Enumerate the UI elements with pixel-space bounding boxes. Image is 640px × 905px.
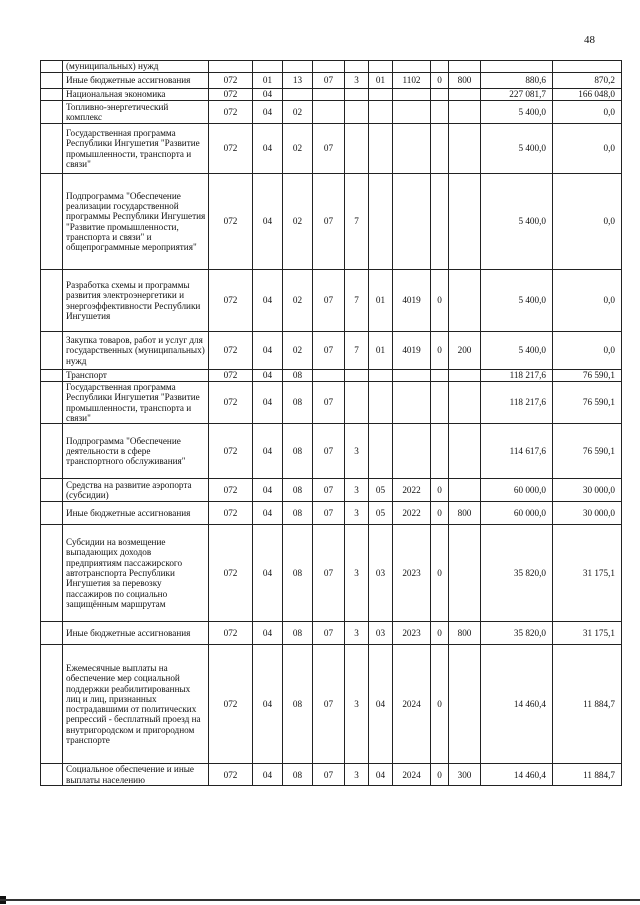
amount-cell: 14 460,4 <box>481 645 553 764</box>
code-cell: 2023 <box>393 622 431 645</box>
amount-cell <box>481 61 553 73</box>
code-cell: 07 <box>313 525 345 622</box>
code-cell: 07 <box>313 645 345 764</box>
code-cell: 2022 <box>393 479 431 502</box>
code-cell: 072 <box>209 502 253 525</box>
code-cell: 04 <box>253 645 283 764</box>
code-cell <box>283 89 313 101</box>
code-cell: 04 <box>253 101 283 124</box>
row-name: Государственная программа Республики Ингушетия "Развитие промышленности, транспорта и связи" <box>63 382 209 424</box>
code-cell <box>313 370 345 382</box>
code-cell: 800 <box>449 73 481 89</box>
code-cell: 0 <box>431 73 449 89</box>
row-name: Подпрограмма "Обеспечение реализации государственной программы Республики Ингушетия "Развитие промышленности, транспорта и связи" и общепрограммные мероприятия" <box>63 174 209 270</box>
code-cell <box>313 89 345 101</box>
row-marker-cell <box>41 525 63 622</box>
code-cell: 04 <box>253 382 283 424</box>
row-marker-cell <box>41 382 63 424</box>
row-name: Социальное обеспечение и иные выплаты населению <box>63 764 209 786</box>
code-cell: 08 <box>283 622 313 645</box>
code-cell: 07 <box>313 502 345 525</box>
code-cell: 7 <box>345 174 369 270</box>
row-marker-cell <box>41 479 63 502</box>
code-cell: 07 <box>313 424 345 479</box>
table-row <box>41 89 622 101</box>
row-name: Государственная программа Республики Ингушетия "Развитие промышленности, транспорта и связи" <box>63 124 209 174</box>
code-cell <box>431 124 449 174</box>
code-cell <box>449 89 481 101</box>
code-cell: 0 <box>431 502 449 525</box>
code-cell: 02 <box>283 174 313 270</box>
row-name: Иные бюджетные ассигнования <box>63 502 209 525</box>
amount-cell: 35 820,0 <box>481 622 553 645</box>
code-cell: 072 <box>209 370 253 382</box>
code-cell: 3 <box>345 73 369 89</box>
code-cell <box>449 645 481 764</box>
amount-cell: 30 000,0 <box>553 479 622 502</box>
code-cell <box>313 101 345 124</box>
amount-cell: 114 617,6 <box>481 424 553 479</box>
table-row <box>41 370 622 382</box>
code-cell: 04 <box>253 370 283 382</box>
code-cell <box>209 61 253 73</box>
code-cell: 3 <box>345 525 369 622</box>
code-cell: 2024 <box>393 645 431 764</box>
code-cell <box>449 424 481 479</box>
amount-cell: 60 000,0 <box>481 479 553 502</box>
code-cell <box>369 124 393 174</box>
table-row <box>41 424 622 479</box>
code-cell: 01 <box>369 332 393 370</box>
code-cell: 08 <box>283 370 313 382</box>
code-cell <box>345 89 369 101</box>
code-cell: 072 <box>209 424 253 479</box>
code-cell: 02 <box>283 332 313 370</box>
code-cell <box>253 61 283 73</box>
row-marker-cell <box>41 61 63 73</box>
code-cell: 1102 <box>393 73 431 89</box>
row-marker-cell <box>41 424 63 479</box>
code-cell: 3 <box>345 479 369 502</box>
code-cell: 04 <box>253 502 283 525</box>
code-cell: 04 <box>253 124 283 174</box>
code-cell: 2023 <box>393 525 431 622</box>
row-name: Субсидии на возмещение выпадающих доходов предприятиям пассажирского автотранспорта Республики Ингушетия за перевозку пассажиров по социально защищённым маршрутам <box>63 525 209 622</box>
code-cell: 072 <box>209 622 253 645</box>
row-name: Топливно-энергетический комплекс <box>63 101 209 124</box>
amount-cell: 5 400,0 <box>481 332 553 370</box>
row-marker-cell <box>41 370 63 382</box>
code-cell: 072 <box>209 174 253 270</box>
code-cell: 05 <box>369 479 393 502</box>
code-cell <box>393 101 431 124</box>
table-row <box>41 502 622 525</box>
code-cell <box>431 382 449 424</box>
table-row <box>41 174 622 270</box>
code-cell: 072 <box>209 764 253 786</box>
amount-cell: 76 590,1 <box>553 370 622 382</box>
code-cell: 07 <box>313 382 345 424</box>
amount-cell: 0,0 <box>553 270 622 332</box>
code-cell: 07 <box>313 73 345 89</box>
code-cell: 04 <box>369 645 393 764</box>
row-marker-cell <box>41 101 63 124</box>
code-cell <box>369 101 393 124</box>
code-cell: 7 <box>345 332 369 370</box>
row-name: Средства на развитие аэропорта (субсидии) <box>63 479 209 502</box>
code-cell <box>369 382 393 424</box>
code-cell <box>449 479 481 502</box>
code-cell <box>313 61 345 73</box>
code-cell: 072 <box>209 382 253 424</box>
code-cell: 0 <box>431 645 449 764</box>
row-name: Транспорт <box>63 370 209 382</box>
code-cell <box>393 424 431 479</box>
amount-cell: 31 175,1 <box>553 622 622 645</box>
table-row <box>41 525 622 622</box>
amount-cell: 76 590,1 <box>553 424 622 479</box>
code-cell: 3 <box>345 502 369 525</box>
code-cell: 08 <box>283 479 313 502</box>
code-cell: 072 <box>209 124 253 174</box>
code-cell: 02 <box>283 270 313 332</box>
code-cell: 04 <box>253 270 283 332</box>
row-marker-cell <box>41 502 63 525</box>
row-name: Иные бюджетные ассигнования <box>63 73 209 89</box>
code-cell: 072 <box>209 479 253 502</box>
row-marker-cell <box>41 764 63 786</box>
amount-cell: 166 048,0 <box>553 89 622 101</box>
code-cell: 04 <box>253 479 283 502</box>
code-cell: 3 <box>345 764 369 786</box>
code-cell: 04 <box>253 424 283 479</box>
code-cell <box>393 382 431 424</box>
code-cell <box>449 124 481 174</box>
amount-cell: 35 820,0 <box>481 525 553 622</box>
code-cell <box>369 370 393 382</box>
code-cell: 04 <box>253 332 283 370</box>
amount-cell <box>553 61 622 73</box>
code-cell: 08 <box>283 382 313 424</box>
code-cell: 0 <box>431 622 449 645</box>
amount-cell: 0,0 <box>553 101 622 124</box>
table-row <box>41 73 622 89</box>
code-cell: 03 <box>369 525 393 622</box>
code-cell: 07 <box>313 270 345 332</box>
code-cell: 072 <box>209 101 253 124</box>
row-name: Национальная экономика <box>63 89 209 101</box>
code-cell: 2022 <box>393 502 431 525</box>
code-cell: 07 <box>313 332 345 370</box>
code-cell: 072 <box>209 73 253 89</box>
code-cell: 072 <box>209 525 253 622</box>
code-cell: 01 <box>253 73 283 89</box>
code-cell: 08 <box>283 645 313 764</box>
code-cell <box>431 174 449 270</box>
table-row <box>41 479 622 502</box>
code-cell: 4019 <box>393 332 431 370</box>
code-cell: 0 <box>431 270 449 332</box>
code-cell: 04 <box>253 622 283 645</box>
amount-cell: 5 400,0 <box>481 124 553 174</box>
row-name: Разработка схемы и программы развития электроэнергетики и энергоэффективности Республики Ингушетия <box>63 270 209 332</box>
table-row <box>41 645 622 764</box>
code-cell: 07 <box>313 764 345 786</box>
budget-table <box>40 60 622 786</box>
amount-cell: 0,0 <box>553 174 622 270</box>
code-cell <box>345 370 369 382</box>
code-cell: 072 <box>209 332 253 370</box>
table-row <box>41 101 622 124</box>
code-cell: 3 <box>345 424 369 479</box>
code-cell: 200 <box>449 332 481 370</box>
amount-cell: 76 590,1 <box>553 382 622 424</box>
table-row <box>41 622 622 645</box>
row-marker-cell <box>41 270 63 332</box>
code-cell: 800 <box>449 622 481 645</box>
code-cell <box>431 89 449 101</box>
code-cell: 072 <box>209 645 253 764</box>
code-cell: 08 <box>283 502 313 525</box>
code-cell: 02 <box>283 101 313 124</box>
row-name: (муниципальных) нужд <box>63 61 209 73</box>
amount-cell: 0,0 <box>553 332 622 370</box>
code-cell: 02 <box>283 124 313 174</box>
amount-cell: 11 884,7 <box>553 645 622 764</box>
amount-cell: 118 217,6 <box>481 382 553 424</box>
page-number: 48 <box>584 34 595 46</box>
row-marker-cell <box>41 73 63 89</box>
code-cell: 07 <box>313 124 345 174</box>
amount-cell: 880,6 <box>481 73 553 89</box>
code-cell: 072 <box>209 270 253 332</box>
code-cell <box>431 61 449 73</box>
table-row <box>41 124 622 174</box>
code-cell: 07 <box>313 174 345 270</box>
code-cell: 13 <box>283 73 313 89</box>
code-cell <box>449 382 481 424</box>
amount-cell: 870,2 <box>553 73 622 89</box>
row-marker-cell <box>41 89 63 101</box>
code-cell <box>431 424 449 479</box>
code-cell: 0 <box>431 332 449 370</box>
code-cell: 0 <box>431 525 449 622</box>
code-cell: 2024 <box>393 764 431 786</box>
table-row <box>41 382 622 424</box>
code-cell <box>369 61 393 73</box>
code-cell: 04 <box>253 89 283 101</box>
code-cell <box>393 124 431 174</box>
code-cell: 08 <box>283 764 313 786</box>
code-cell: 3 <box>345 645 369 764</box>
table-row <box>41 61 622 73</box>
row-marker-cell <box>41 622 63 645</box>
amount-cell: 5 400,0 <box>481 270 553 332</box>
code-cell <box>449 525 481 622</box>
code-cell <box>369 89 393 101</box>
code-cell <box>283 61 313 73</box>
amount-cell: 118 217,6 <box>481 370 553 382</box>
row-name: Иные бюджетные ассигнования <box>63 622 209 645</box>
scan-artifact-line <box>0 899 640 901</box>
table-row <box>41 270 622 332</box>
code-cell: 0 <box>431 764 449 786</box>
row-name: Закупка товаров, работ и услуг для государственных (муниципальных) нужд <box>63 332 209 370</box>
row-marker-cell <box>41 645 63 764</box>
code-cell: 04 <box>253 764 283 786</box>
code-cell <box>345 101 369 124</box>
code-cell <box>393 89 431 101</box>
code-cell: 01 <box>369 73 393 89</box>
code-cell: 04 <box>369 764 393 786</box>
row-marker-cell <box>41 174 63 270</box>
code-cell <box>345 61 369 73</box>
code-cell: 3 <box>345 622 369 645</box>
code-cell: 01 <box>369 270 393 332</box>
code-cell: 07 <box>313 622 345 645</box>
code-cell <box>393 61 431 73</box>
amount-cell: 31 175,1 <box>553 525 622 622</box>
code-cell: 072 <box>209 89 253 101</box>
code-cell: 08 <box>283 424 313 479</box>
code-cell <box>449 270 481 332</box>
code-cell: 7 <box>345 270 369 332</box>
code-cell <box>431 101 449 124</box>
code-cell <box>393 370 431 382</box>
code-cell <box>369 424 393 479</box>
code-cell: 300 <box>449 764 481 786</box>
amount-cell: 5 400,0 <box>481 101 553 124</box>
code-cell: 4019 <box>393 270 431 332</box>
table-row <box>41 332 622 370</box>
row-name: Подпрограмма "Обеспечение деятельности в сфере транспортного обслуживания" <box>63 424 209 479</box>
code-cell <box>449 370 481 382</box>
code-cell <box>393 174 431 270</box>
code-cell <box>431 370 449 382</box>
code-cell <box>449 101 481 124</box>
code-cell <box>449 61 481 73</box>
code-cell: 0 <box>431 479 449 502</box>
amount-cell: 11 884,7 <box>553 764 622 786</box>
code-cell: 04 <box>253 174 283 270</box>
code-cell <box>449 174 481 270</box>
code-cell <box>345 382 369 424</box>
code-cell: 800 <box>449 502 481 525</box>
amount-cell: 60 000,0 <box>481 502 553 525</box>
code-cell: 08 <box>283 525 313 622</box>
code-cell: 04 <box>253 525 283 622</box>
row-marker-cell <box>41 124 63 174</box>
code-cell: 07 <box>313 479 345 502</box>
row-name: Ежемесячные выплаты на обеспечение мер социальной поддержки реабилитированных лиц и лиц, признанных пострадавшими от политических репрессий - бесплатный проезд на внутригородском и пригородном транспорте <box>63 645 209 764</box>
code-cell: 05 <box>369 502 393 525</box>
code-cell: 03 <box>369 622 393 645</box>
table-row <box>41 764 622 786</box>
amount-cell: 5 400,0 <box>481 174 553 270</box>
amount-cell: 227 081,7 <box>481 89 553 101</box>
amount-cell: 0,0 <box>553 124 622 174</box>
code-cell <box>369 174 393 270</box>
amount-cell: 14 460,4 <box>481 764 553 786</box>
amount-cell: 30 000,0 <box>553 502 622 525</box>
row-marker-cell <box>41 332 63 370</box>
code-cell <box>345 124 369 174</box>
